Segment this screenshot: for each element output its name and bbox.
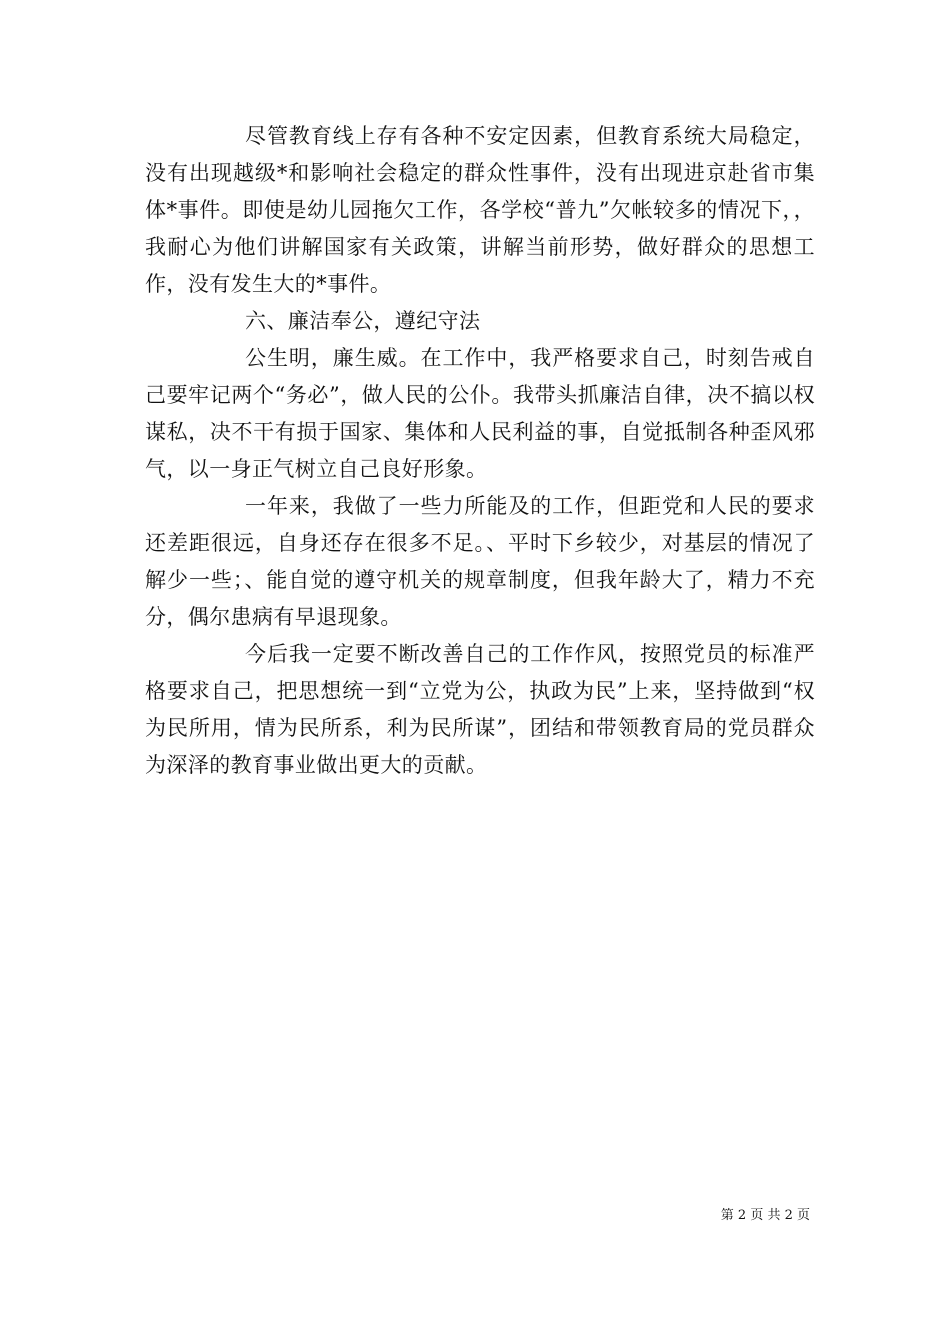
document-body xyxy=(145,118,815,784)
paragraph-future: 今后我一定要不断改善自己的工作作风，按照党员的标准严格要求自己，把思想统一到“立党为公，执政为民”上来，坚持做到“权为民所用，情为民所系，利为民所谋”，团结和带领教育局的党员群众为深泽的教育事业做出更大的贡献。 xyxy=(145,642,815,777)
paragraph-shortcomings: 一年来，我做了一些力所能及的工作，但距党和人民的要求还差距很远，自身还存在很多不足。、平时下乡较少，对基层的情况了解少一些；、能自觉的遵守机关的规章制度，但我年龄大了，精力不充分，偶尔患病有早退现象。 xyxy=(145,494,815,629)
page-number: 第 2 页 共 2 页 xyxy=(720,1208,810,1223)
paragraph-integrity: 公生明，廉生威。在工作中，我严格要求自己，时刻告戒自己要牢记两个“务必”，做人民的公仆。我带头抓廉洁自律，决不搞以权谋私，决不干有损于国家、集体和人民利益的事，自觉抵制各种歪风邪气，以一身正气树立自己良好形象。 xyxy=(145,346,815,481)
section-heading-integrity: 六、廉洁奉公，遵纪守法 xyxy=(245,309,481,333)
paragraph-stability: 尽管教育线上存有各种不安定因素，但教育系统大局稳定，没有出现越级*和影响社会稳定的群众性事件，没有出现进京赴省市集体*事件。即使是幼儿园拖欠工作，各学校“普九”欠帐较多的情况下，，我耐心为他们讲解国家有关政策，讲解当前形势，做好群众的思想工作，没有发生大的*事件。 xyxy=(145,124,815,296)
